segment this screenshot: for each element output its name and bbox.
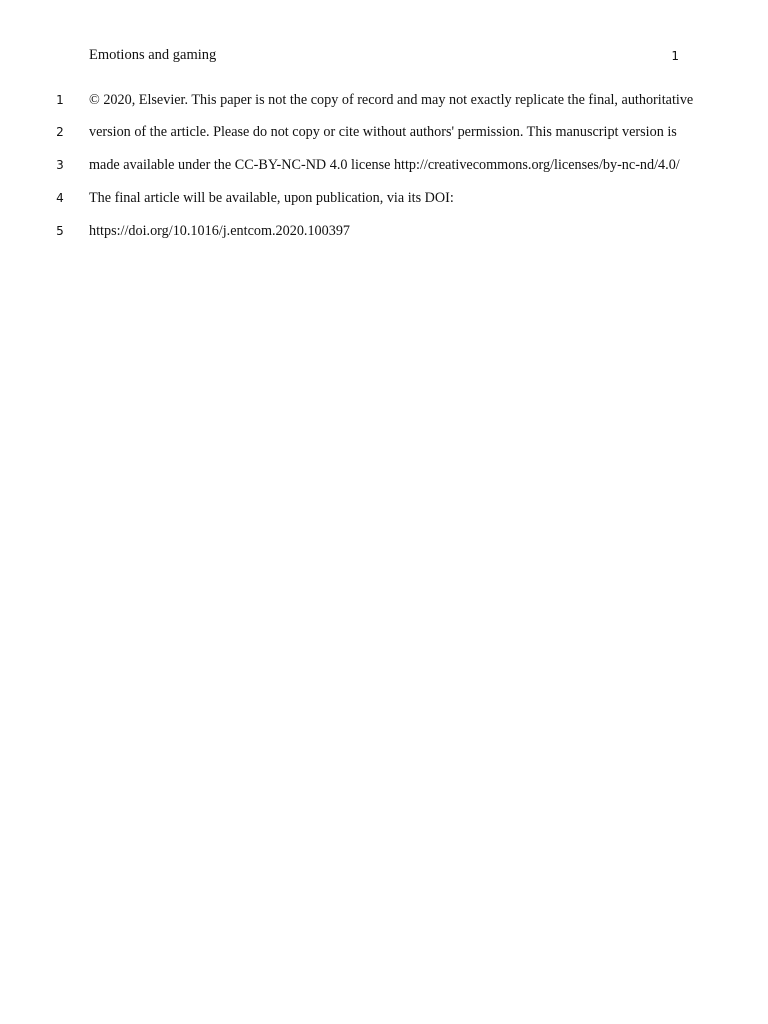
permission-notice-text: version of the article. Please do not copy or cite without authors' permission. This manuscript version is bbox=[89, 124, 677, 140]
manuscript-line bbox=[0, 122, 768, 142]
line-number: 1 bbox=[56, 93, 64, 107]
license-notice-text: made available under the CC-BY-NC-ND 4.0 license http://creativecommons.org/licenses/by-nc-nd/4.0/ bbox=[89, 157, 680, 173]
line-number: 5 bbox=[56, 224, 64, 238]
line-number: 3 bbox=[56, 158, 64, 172]
doi-link[interactable]: https://doi.org/10.1016/j.entcom.2020.100397 bbox=[89, 223, 351, 239]
doi-intro-text: The final article will be available, upon publication, via its DOI: bbox=[89, 190, 454, 206]
page-number: 1 bbox=[671, 49, 679, 63]
copyright-notice-text: © 2020, Elsevier. This paper is not the copy of record and may not exactly replicate the final, authoritative bbox=[89, 92, 694, 108]
line-number: 2 bbox=[56, 125, 64, 139]
manuscript-line bbox=[0, 221, 768, 241]
manuscript-line bbox=[0, 90, 768, 110]
line-number: 4 bbox=[56, 191, 64, 205]
running-head-title: Emotions and gaming bbox=[89, 47, 217, 63]
manuscript-line bbox=[0, 188, 768, 208]
manuscript-line bbox=[0, 155, 768, 175]
